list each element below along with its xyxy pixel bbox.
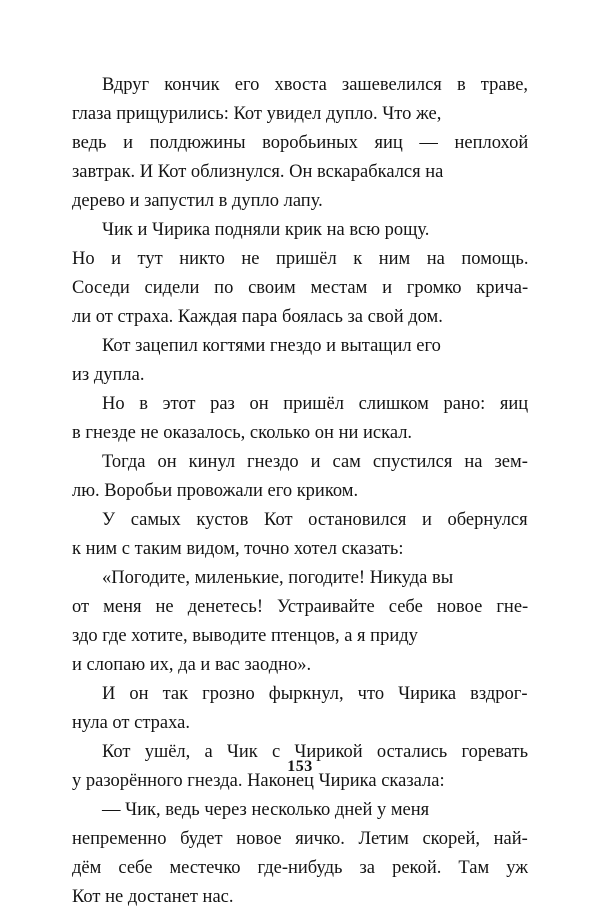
text-line: Но в этот раз он пришёл слишком рано: яиц [102,394,529,414]
text-line: Соседи сидели по своим местам и громко крича- [72,278,529,298]
text-line: ведь и полдюжины воробьиных яиц — неплохой [72,133,529,153]
text-line: Кот зацепил когтями гнездо и вытащил его [102,336,441,356]
text-line: в гнезде не оказалось, сколько он ни искал. [72,423,413,443]
text-line: завтрак. И Кот облизнулся. Он вскарабкался на [72,162,444,182]
body-text [72,71,528,912]
text-line: Кот ушёл, а Чик с Чирикой остались горевать [102,742,529,762]
text-line: у разорённого гнезда. Наконец Чирика сказала: [72,771,445,791]
text-line: «Погодите, миленькие, погодите! Никуда вы [102,568,454,588]
paragraph [72,796,528,912]
text-line: от меня не денетесь! Устраивайте себе новое гне- [72,597,529,617]
text-line: здо где хотите, выводите птенцов, а я приду [72,626,418,646]
text-line: Тогда он кинул гнездо и сам спустился на зем- [102,452,528,472]
text-line: к ним с таким видом, точно хотел сказать: [72,539,404,559]
text-line: лю. Воробьи провожали его криком. [72,481,359,501]
paragraph [72,448,528,506]
text-line: дём себе местечко где-нибудь за рекой. Там уж [72,858,529,878]
text-line: ли от страха. Каждая пара боялась за свой дом. [72,307,443,327]
paragraph [72,390,528,448]
text-line: У самых кустов Кот остановился и обернулся [102,510,528,530]
paragraph [72,332,528,390]
paragraph [72,71,528,216]
text-line: И он так грозно фыркнул, что Чирика вздрог- [102,684,528,704]
text-line: из дупла. [72,365,145,385]
paragraph [72,680,528,738]
text-line: и слопаю их, да и вас заодно». [72,655,312,675]
text-line: непременно будет новое яичко. Летим скорей, най- [72,829,528,849]
text-line: — Чик, ведь через несколько дней у меня [102,800,430,820]
paragraph [72,506,528,564]
text-line: дерево и запустил в дупло лапу. [72,191,323,211]
paragraph [72,216,528,332]
text-line: нула от страха. [72,713,190,733]
text-line: глаза прищурились: Кот увидел дупло. Что же, [72,104,442,124]
text-line: Но и тут никто не пришёл к ним на помощь. [72,249,529,269]
text-line: Вдруг кончик его хвоста зашевелился в траве, [102,75,529,95]
page-number: 153 [287,758,313,775]
text-line: Чик и Чирика подняли крик на всю рощу. [102,220,430,240]
text-line: Кот не достанет нас. [72,887,234,907]
paragraph [72,564,528,680]
